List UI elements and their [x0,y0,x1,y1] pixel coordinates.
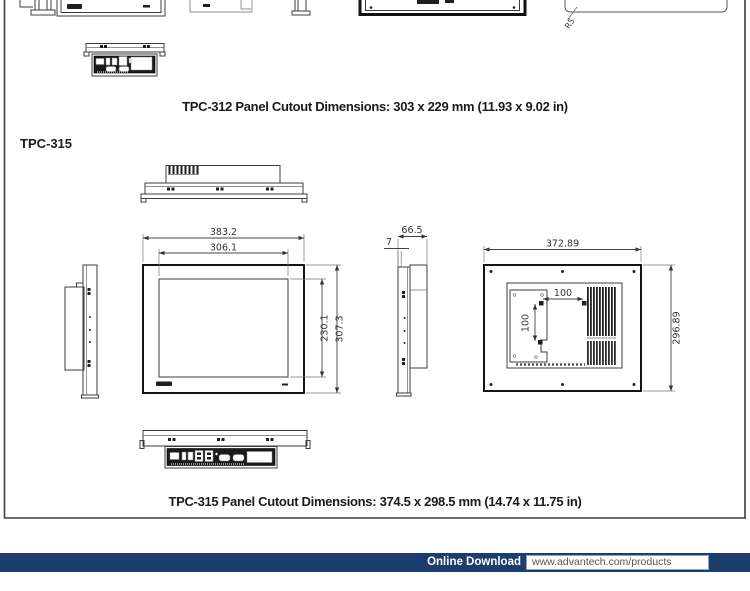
tpc315-bottom-view [140,431,310,469]
dim-label-front-width-outer: 383.2 [209,227,238,238]
dim-label-rear-width: 372.89 [545,238,580,250]
online-download-label: Online Download [427,556,521,568]
dim-label-side-depth: 66.5 [401,225,423,236]
tpc312-partial-side-view [20,0,55,15]
tpc312-partial-front-view [57,0,165,16]
tpc315-rear-view [484,265,641,391]
tpc315-caption: TPC-315 Panel Cutout Dimensions: 374.5 x 298.5 mm (14.74 x 11.75 in) [168,494,582,509]
tpc312-caption: TPC-312 Panel Cutout Dimensions: 303 x 229 mm (11.93 x 9.02 in) [182,99,568,114]
tpc315-heading: TPC-315 [20,136,73,151]
tpc312-bottom-view [84,44,165,77]
tpc315-side-view-left [65,265,99,398]
tpc315-front-dimensions [143,227,346,393]
page-frame [4,0,746,518]
dim-label-front-width-screen: 306.1 [209,242,238,254]
cutout-radius-label: R5 [563,16,577,31]
tpc312-cutout-outline [563,0,727,31]
tpc312-partial-side-view-2 [292,0,310,15]
dim-label-front-height-screen: 230.1 [319,314,331,342]
footer-bar [0,553,750,572]
dim-label-vesa-height: 100 [520,313,532,333]
tpc312-partial-rear-view [360,0,525,15]
tpc315-side-view-mid [384,225,427,396]
footer-url-link[interactable]: www.advantech.com/products [526,555,709,570]
tpc315-top-view [141,166,307,203]
dim-label-front-height-outer: 307.3 [334,315,346,343]
tpc315-front-view [143,265,304,393]
dim-label-side-bezel-lip: 7 [385,237,393,248]
tpc312-partial-cutout-view [190,0,252,12]
dim-label-vesa-width: 100 [553,288,573,299]
dim-label-rear-height: 296.89 [671,311,683,345]
